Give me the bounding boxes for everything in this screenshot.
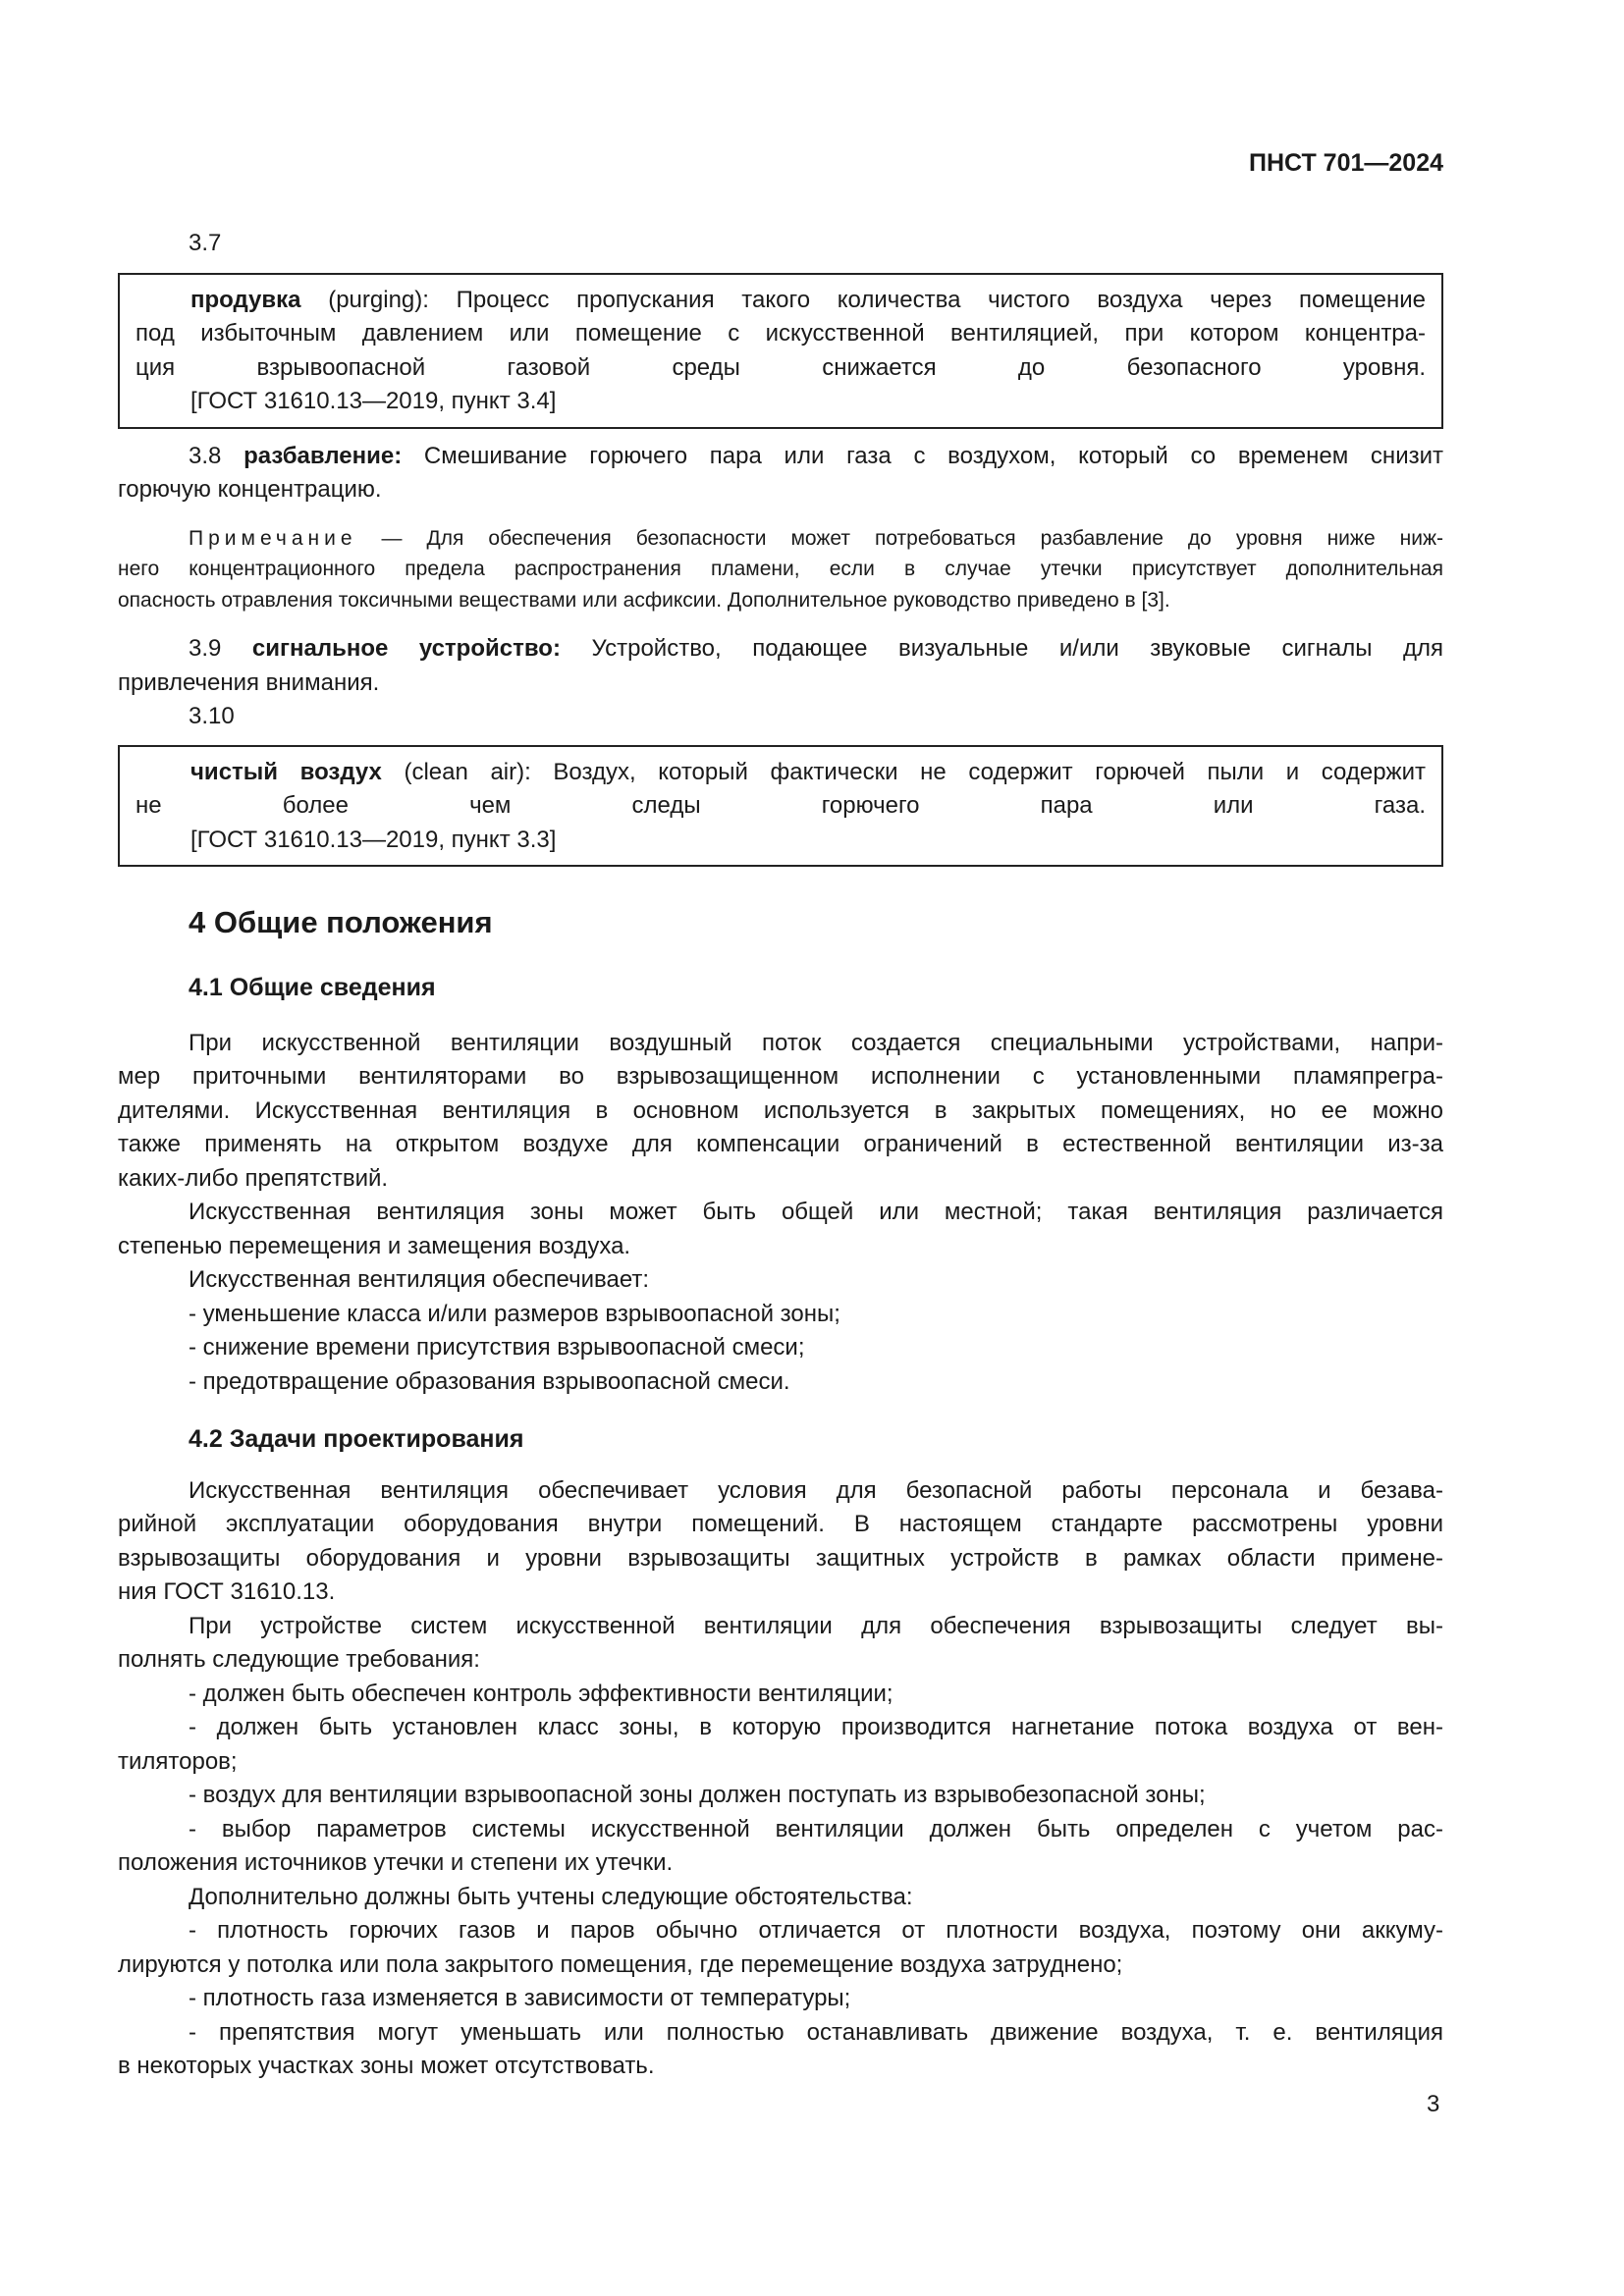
text-line xyxy=(118,1422,1443,1457)
text-line xyxy=(118,667,1443,701)
text-line xyxy=(118,1128,1443,1162)
paragraph xyxy=(118,1813,1443,1881)
page-number: 3 xyxy=(1427,2091,1440,2117)
text-line xyxy=(118,971,1443,1005)
text-segment: - препятствия могут уменьшать или полностью останавливать движение воздуха, т. е. вентиляция xyxy=(189,2018,1443,2046)
text-line xyxy=(118,1610,1443,1644)
text-line xyxy=(135,824,1426,858)
text-line xyxy=(118,1230,1443,1264)
text-segment: дителями. Искусственная вентиляция в основном используется в закрытых помещениях, но ее можно xyxy=(118,1096,1443,1124)
text-segment: взрывозащиты оборудования и уровни взрывозащиты защитных устройств в рамках области примене- xyxy=(118,1544,1443,1572)
text-segment: 3.7 xyxy=(189,230,222,256)
section-heading xyxy=(118,903,1443,942)
text-segment: - уменьшение класса и/или размеров взрывоопасной зоны; xyxy=(189,1300,840,1327)
text-line xyxy=(118,1982,1443,2016)
text-line xyxy=(118,1162,1443,1197)
text-line xyxy=(135,317,1426,351)
text-line xyxy=(118,473,1443,507)
text-line xyxy=(118,523,1443,555)
text-line xyxy=(135,789,1426,824)
paragraph xyxy=(118,1881,1443,1915)
text-segment: тиляторов; xyxy=(118,1747,238,1775)
text-line xyxy=(118,1643,1443,1678)
text-line xyxy=(118,903,1443,942)
paragraph xyxy=(118,700,1443,734)
text-line xyxy=(118,1508,1443,1542)
paragraph xyxy=(118,1365,1443,1400)
text-segment: При искусственной вентиляции воздушный поток создается специальными устройствами, напри- xyxy=(189,1029,1443,1056)
text-line xyxy=(118,1298,1443,1332)
text-line xyxy=(118,1678,1443,1712)
text-segment: 3.10 xyxy=(189,703,235,729)
text-segment: Примечание xyxy=(189,526,357,550)
text-segment: Устройство, подающее визуальные и/или звуковые сигналы для xyxy=(560,635,1443,662)
text-segment: мер приточными вентиляторами во взрывозащищенном исполнении с установленными пламяпрегра- xyxy=(118,1063,1443,1090)
text-segment: Смешивание горючего пара или газа с воздухом, который со временем снизит xyxy=(402,442,1443,469)
text-line xyxy=(118,1542,1443,1576)
text-segment: - должен быть обеспечен контроль эффективности вентиляции; xyxy=(189,1680,893,1707)
text-line xyxy=(118,700,1443,734)
text-segment: - плотность газа изменяется в зависимости от температуры; xyxy=(189,1985,851,2011)
text-segment: ция взрывоопасной газовой среды снижается до безопасного уровня. xyxy=(135,353,1426,381)
paragraph xyxy=(118,1982,1443,2016)
paragraph xyxy=(118,1298,1443,1332)
text-segment: Искусственная вентиляция обеспечивает условия для безопасной работы персонала и безава- xyxy=(189,1476,1443,1504)
text-line xyxy=(135,351,1426,386)
text-segment: - воздух для вентиляции взрывоопасной зоны должен поступать из взрывобезопасной зоны; xyxy=(189,1782,1206,1808)
text-segment: под избыточным давлением или помещение с искусственной вентиляцией, при котором концентра- xyxy=(135,320,1426,347)
text-segment: 3.8 xyxy=(189,442,244,469)
text-line xyxy=(118,1331,1443,1365)
text-line xyxy=(118,1745,1443,1780)
text-segment: каких-либо препятствий. xyxy=(118,1164,389,1192)
text-segment: 4 Общие положения xyxy=(189,905,493,939)
paragraph xyxy=(118,2016,1443,2084)
term-definition-box xyxy=(118,273,1443,429)
text-segment: степенью перемещения и замещения воздуха. xyxy=(118,1232,631,1259)
paragraph xyxy=(118,1914,1443,1982)
text-line xyxy=(118,1027,1443,1061)
paragraph xyxy=(118,1610,1443,1678)
term-definition-box xyxy=(118,745,1443,868)
text-line xyxy=(118,1914,1443,1949)
text-segment: - предотвращение образования взрывоопасной смеси. xyxy=(189,1367,790,1395)
text-segment: - выбор параметров системы искусственной вентиляции должен быть определен с учетом рас- xyxy=(189,1815,1443,1842)
section-heading xyxy=(118,1422,1443,1457)
text-segment: полнять следующие требования: xyxy=(118,1646,480,1673)
text-segment: (clean air): Воздух, который фактически не содержит горючей пыли и содержит xyxy=(381,758,1426,785)
paragraph xyxy=(118,1331,1443,1365)
paragraph xyxy=(118,227,1443,261)
paragraph xyxy=(118,1678,1443,1712)
text-segment: — Для обеспечения безопасности может потребоваться разбавление до уровня ниже ниж- xyxy=(356,526,1443,550)
text-line xyxy=(118,227,1443,261)
text-segment: - плотность горючих газов и паров обычно отличается от плотности воздуха, поэтому они аккуму- xyxy=(189,1917,1443,1944)
text-segment: опасность отравления токсичными веществами или асфиксии. Дополнительное руководство приведено в [3]. xyxy=(118,588,1170,612)
text-segment: положения источников утечки и степени их утечки. xyxy=(118,1849,674,1876)
text-segment: рийной эксплуатации оборудования внутри помещений. В настоящем стандарте рассмотрены уровни xyxy=(118,1511,1443,1537)
text-segment: 4.1 Общие сведения xyxy=(189,974,436,1001)
paragraph xyxy=(118,1711,1443,1779)
document-header-id: ПНСТ 701—2024 xyxy=(1249,149,1443,177)
text-line xyxy=(118,1881,1443,1915)
text-line xyxy=(118,1060,1443,1095)
text-segment: 4.2 Задачи проектирования xyxy=(189,1425,524,1453)
text-line xyxy=(118,2050,1443,2084)
text-segment: лируются у потолка или пола закрытого помещения, где перемещение воздуха затруднено; xyxy=(118,1950,1123,1978)
text-segment: также применять на открытом воздухе для компенсации ограничений в естественной вентиляции из-за xyxy=(118,1131,1443,1157)
text-segment: Дополнительно должны быть учтены следующие обстоятельства: xyxy=(189,1883,913,1910)
note-paragraph xyxy=(118,523,1443,616)
text-segment: него концентрационного предела распространения пламени, если в случае утечки присутствует дополнительная xyxy=(118,558,1443,580)
paragraph xyxy=(118,1196,1443,1263)
text-segment: [ГОСТ 31610.13—2019, пункт 3.3] xyxy=(190,826,557,853)
paragraph xyxy=(118,1474,1443,1610)
text-segment: (purging): Процесс пропускания такого количества чистого воздуха через помещение xyxy=(300,286,1426,313)
paragraph xyxy=(118,440,1443,507)
term-label: продувка xyxy=(190,286,301,313)
text-line xyxy=(118,1949,1443,1983)
text-segment: [ГОСТ 31610.13—2019, пункт 3.4] xyxy=(190,388,557,414)
text-segment: привлечения внимания. xyxy=(118,668,380,696)
text-segment: При устройстве систем искусственной вентиляции для обеспечения взрывозащиты следует вы- xyxy=(189,1612,1443,1639)
paragraph xyxy=(118,1779,1443,1813)
text-segment: - должен быть установлен класс зоны, в которую производится нагнетание потока воздуха от вен- xyxy=(189,1714,1443,1740)
term-label: разбавление: xyxy=(244,442,403,469)
term-label: чистый воздух xyxy=(190,758,382,785)
paragraph xyxy=(118,1263,1443,1298)
document-body xyxy=(118,227,1443,2084)
paragraph xyxy=(118,632,1443,700)
text-segment: ния ГОСТ 31610.13. xyxy=(118,1578,336,1605)
text-segment: - снижение времени присутствия взрывоопасной смеси; xyxy=(189,1334,805,1361)
text-line xyxy=(118,585,1443,616)
paragraph xyxy=(118,1027,1443,1197)
text-line xyxy=(118,1095,1443,1129)
text-line xyxy=(118,1365,1443,1400)
text-segment: 3.9 xyxy=(189,635,252,662)
text-line xyxy=(118,1196,1443,1230)
text-segment: в некоторых участках зоны может отсутствовать. xyxy=(118,2053,655,2079)
text-line xyxy=(135,284,1426,318)
section-heading xyxy=(118,971,1443,1005)
text-line xyxy=(118,1846,1443,1881)
text-line xyxy=(135,756,1426,790)
text-line xyxy=(118,440,1443,474)
text-line xyxy=(118,554,1443,585)
text-line xyxy=(118,2016,1443,2051)
term-label: сигнальное устройство: xyxy=(251,635,561,662)
text-line xyxy=(118,1779,1443,1813)
text-line xyxy=(118,1813,1443,1847)
text-line xyxy=(118,632,1443,667)
text-segment: горючую концентрацию. xyxy=(118,476,382,503)
text-segment: Искусственная вентиляция зоны может быть общей или местной; такая вентиляция различается xyxy=(189,1199,1443,1225)
text-line xyxy=(118,1474,1443,1509)
text-line xyxy=(118,1711,1443,1745)
text-segment: Искусственная вентиляция обеспечивает: xyxy=(189,1266,650,1293)
text-segment: не более чем следы горючего пара или газа. xyxy=(135,792,1426,819)
text-line xyxy=(118,1263,1443,1298)
text-line xyxy=(118,1575,1443,1610)
text-line xyxy=(135,385,1426,419)
